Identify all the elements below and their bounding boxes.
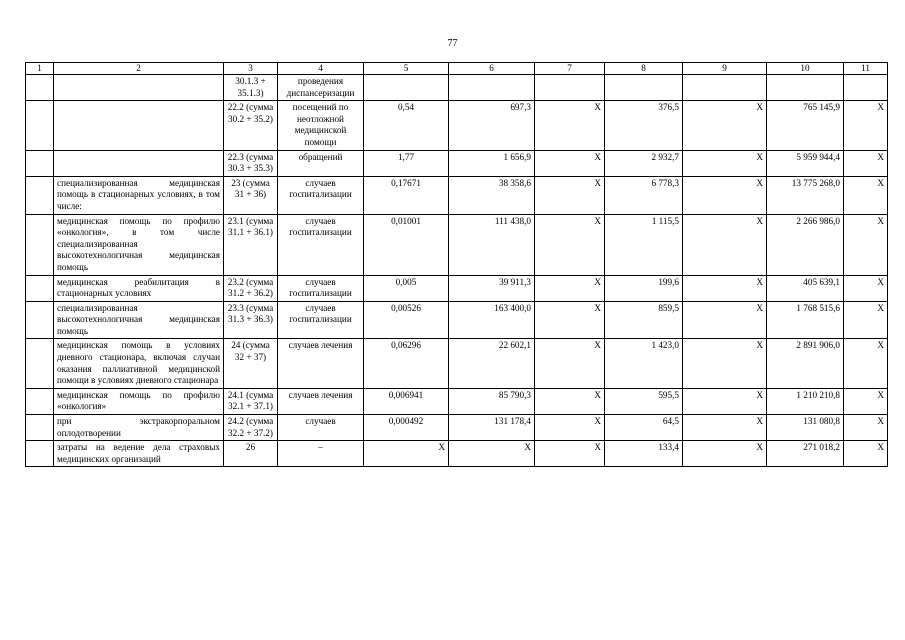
row-unit: случаев лечения	[278, 339, 364, 388]
table-cell: 111 438,0	[449, 214, 535, 275]
row-unit: случаев госпитализации	[278, 214, 364, 275]
table-cell: 1 768 515,6	[767, 301, 844, 339]
table-cell: Х	[683, 101, 767, 150]
row-code: 24 (сумма 32 + 37)	[224, 339, 278, 388]
table-cell	[26, 275, 54, 301]
table-cell	[364, 75, 449, 101]
row-code: 22.3 (сумма 30.3 + 35.3)	[224, 150, 278, 176]
table-cell: Х	[683, 150, 767, 176]
column-header: 1	[26, 63, 54, 75]
table-cell: Х	[844, 441, 888, 467]
table-row	[26, 388, 888, 414]
table-cell: 1 656,9	[449, 150, 535, 176]
table-cell	[683, 75, 767, 101]
table-cell: 85 790,3	[449, 388, 535, 414]
table-cell: 1 423,0	[605, 339, 683, 388]
row-unit: случаев госпитализации	[278, 301, 364, 339]
table-cell	[26, 301, 54, 339]
row-unit: обращений	[278, 150, 364, 176]
medical-care-table	[25, 62, 888, 467]
row-description: специализированная медицинская помощь в стационарных условиях, в том числе:	[54, 176, 224, 214]
table-cell	[605, 75, 683, 101]
table-cell: 163 400,0	[449, 301, 535, 339]
row-description: затраты на ведение дела страховых медицинских организаций	[54, 441, 224, 467]
table-cell: Х	[683, 441, 767, 467]
table-cell: 6 778,3	[605, 176, 683, 214]
row-description: медицинская помощь по профилю «онкология», в том числе специализированная высокотехнологичная медицинская помощь	[54, 214, 224, 275]
row-description: медицинская помощь по профилю «онкология»	[54, 388, 224, 414]
table-cell: Х	[844, 275, 888, 301]
table-cell	[26, 101, 54, 150]
table-cell: Х	[683, 214, 767, 275]
table-row	[26, 441, 888, 467]
row-code: 30.1.3 + 35.1.3)	[224, 75, 278, 101]
table-row	[26, 415, 888, 441]
table-cell: Х	[683, 415, 767, 441]
row-code: 24.1 (сумма 32.1 + 37.1)	[224, 388, 278, 414]
table-cell	[26, 388, 54, 414]
row-unit: посещений по неотложной медицинской помощи	[278, 101, 364, 150]
table-cell: 133,4	[605, 441, 683, 467]
table-cell: 131 080,8	[767, 415, 844, 441]
column-header: 8	[605, 63, 683, 75]
row-code: 24.2 (сумма 32.2 + 37.2)	[224, 415, 278, 441]
table-cell: 2 932,7	[605, 150, 683, 176]
table-cell: Х	[683, 388, 767, 414]
table-cell: 595,5	[605, 388, 683, 414]
row-code: 23.2 (сумма 31.2 + 36.2)	[224, 275, 278, 301]
row-code: 26	[224, 441, 278, 467]
table-cell	[767, 75, 844, 101]
table-cell: Х	[535, 176, 605, 214]
row-description: специализированная высокотехнологичная медицинская помощь	[54, 301, 224, 339]
table-cell: Х	[683, 275, 767, 301]
table-cell: 1 210 210,8	[767, 388, 844, 414]
table-cell: Х	[535, 441, 605, 467]
column-header: 9	[683, 63, 767, 75]
table-cell	[26, 441, 54, 467]
table-cell: 13 775 268,0	[767, 176, 844, 214]
table-row	[26, 275, 888, 301]
table-cell: Х	[535, 301, 605, 339]
table-cell: Х	[535, 214, 605, 275]
table-cell: 2 266 986,0	[767, 214, 844, 275]
table-cell: 859,5	[605, 301, 683, 339]
row-code: 22.2 (сумма 30.2 + 35.2)	[224, 101, 278, 150]
table-cell: Х	[844, 176, 888, 214]
row-description: медицинская помощь в условиях дневного стационара, включая случаи оказания паллиативной медицинской помощи в условиях дневного стационара	[54, 339, 224, 388]
table-cell: 0,01001	[364, 214, 449, 275]
table-cell: 1,77	[364, 150, 449, 176]
table-cell: 405 639,1	[767, 275, 844, 301]
table-cell: Х	[364, 441, 449, 467]
table-cell: Х	[535, 415, 605, 441]
row-code: 23.3 (сумма 31.3 + 36.3)	[224, 301, 278, 339]
row-description: при экстракорпоральном оплодотворении	[54, 415, 224, 441]
table-cell: Х	[683, 176, 767, 214]
table-row	[26, 339, 888, 388]
table-cell: Х	[535, 150, 605, 176]
header-row	[26, 63, 888, 75]
table-cell: 0,006941	[364, 388, 449, 414]
table-cell: Х	[683, 301, 767, 339]
table-cell: Х	[535, 101, 605, 150]
table-cell	[26, 339, 54, 388]
table-row	[26, 75, 888, 101]
table-cell	[26, 176, 54, 214]
table-row	[26, 176, 888, 214]
row-description	[54, 75, 224, 101]
table-row	[26, 150, 888, 176]
table-cell: 376,5	[605, 101, 683, 150]
table-cell	[26, 150, 54, 176]
table-cell	[449, 75, 535, 101]
table-cell: 131 178,4	[449, 415, 535, 441]
table-cell: 2 891 906,0	[767, 339, 844, 388]
table-cell	[844, 75, 888, 101]
row-description	[54, 150, 224, 176]
table-cell: 1 115,5	[605, 214, 683, 275]
table-cell: Х	[535, 388, 605, 414]
table-cell: 0,54	[364, 101, 449, 150]
table-row	[26, 101, 888, 150]
table-cell: 271 018,2	[767, 441, 844, 467]
table-cell	[535, 75, 605, 101]
column-header: 11	[844, 63, 888, 75]
table-row	[26, 214, 888, 275]
row-unit: случаев госпитализации	[278, 275, 364, 301]
column-header: 2	[54, 63, 224, 75]
table-cell: Х	[844, 301, 888, 339]
table-cell: 38 358,6	[449, 176, 535, 214]
table-cell: 199,6	[605, 275, 683, 301]
table-cell: Х	[683, 339, 767, 388]
table-cell: Х	[844, 415, 888, 441]
row-description: медицинская реабилитация в стационарных условиях	[54, 275, 224, 301]
table-cell	[26, 75, 54, 101]
table-cell: 765 145,9	[767, 101, 844, 150]
table-cell: Х	[844, 150, 888, 176]
table-cell: 22 602,1	[449, 339, 535, 388]
table-cell: 0,00526	[364, 301, 449, 339]
table-cell: Х	[844, 101, 888, 150]
row-code: 23 (сумма 31 + 36)	[224, 176, 278, 214]
column-header: 7	[535, 63, 605, 75]
table-cell: Х	[844, 388, 888, 414]
row-unit: случаев	[278, 415, 364, 441]
column-header: 3	[224, 63, 278, 75]
table-cell: 0,17671	[364, 176, 449, 214]
table-cell: 5 959 944,4	[767, 150, 844, 176]
row-unit: –	[278, 441, 364, 467]
table-cell	[26, 214, 54, 275]
table-cell: Х	[449, 441, 535, 467]
column-header: 10	[767, 63, 844, 75]
column-header: 4	[278, 63, 364, 75]
row-description	[54, 101, 224, 150]
row-unit: случаев госпитализации	[278, 176, 364, 214]
row-code: 23.1 (сумма 31.1 + 36.1)	[224, 214, 278, 275]
table-cell: 0,06296	[364, 339, 449, 388]
row-unit: проведения диспансеризации	[278, 75, 364, 101]
column-header: 6	[449, 63, 535, 75]
table-cell: Х	[844, 339, 888, 388]
column-header: 5	[364, 63, 449, 75]
page-number: 77	[447, 38, 458, 49]
table-row	[26, 301, 888, 339]
table-cell: Х	[535, 339, 605, 388]
table-cell: 39 911,3	[449, 275, 535, 301]
table-cell: 64,5	[605, 415, 683, 441]
table-cell: 697,3	[449, 101, 535, 150]
row-unit: случаев лечения	[278, 388, 364, 414]
table-cell: 0,000492	[364, 415, 449, 441]
table-cell	[26, 415, 54, 441]
table-cell: Х	[844, 214, 888, 275]
table-cell: Х	[535, 275, 605, 301]
table-cell: 0,005	[364, 275, 449, 301]
